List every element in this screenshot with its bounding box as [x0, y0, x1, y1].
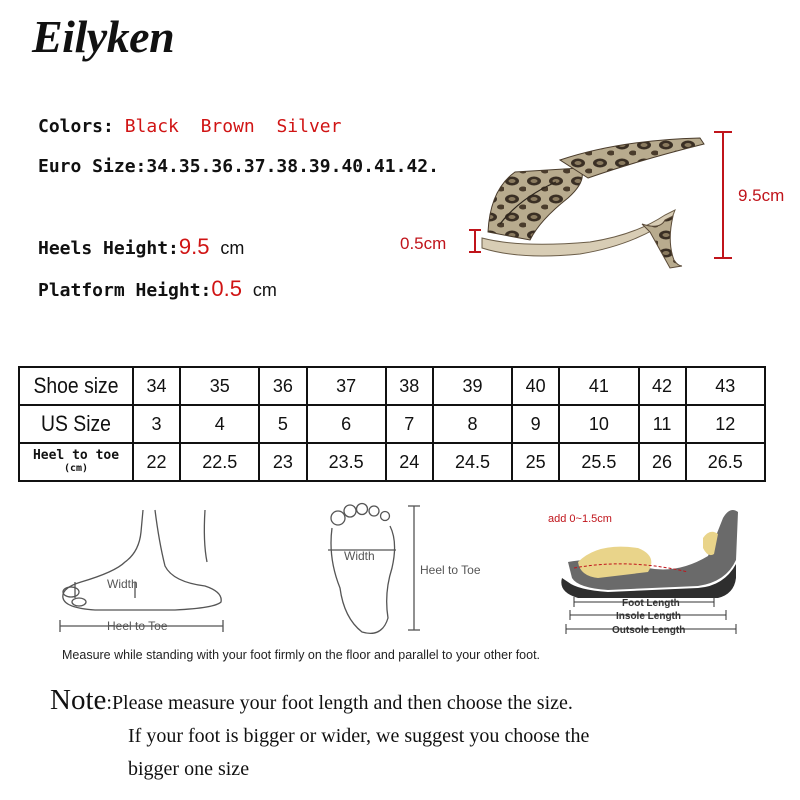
outsole-length-label: Outsole Length: [612, 625, 686, 636]
table-row: [19, 367, 765, 405]
color-option-black: Black: [124, 116, 179, 137]
table-cell: 40: [512, 367, 559, 405]
colors-line: [38, 116, 341, 137]
table-cell: 34: [133, 367, 180, 405]
heel-dimension-label: 9.5cm: [738, 186, 785, 205]
table-cell: 12: [686, 405, 765, 443]
table-cell: 22.5: [180, 443, 259, 481]
table-cell: 41: [559, 367, 638, 405]
table-cell: 36: [259, 367, 306, 405]
table-cell: 6: [307, 405, 386, 443]
table-cell: 7: [386, 405, 433, 443]
dimension-markers: [460, 120, 760, 290]
row-label-us-size: US Size: [26, 405, 126, 443]
foot-length-label: Foot Length: [622, 598, 680, 609]
table-cell: 37: [307, 367, 386, 405]
colors-label: Colors:: [38, 116, 114, 137]
note-line-3: bigger one size: [128, 758, 250, 780]
table-cell: 3: [133, 405, 180, 443]
table-cell: 42: [639, 367, 686, 405]
heel-height-value: 9.5: [178, 234, 210, 259]
platform-dimension-label: 0.5cm: [400, 234, 447, 253]
note-line-1: Please measure your foot length and then choose the size.: [111, 692, 573, 714]
add-allowance-label: add 0~1.5cm: [548, 513, 612, 525]
table-cell: 4: [180, 405, 259, 443]
table-cell: 11: [639, 405, 686, 443]
euro-size-label: Euro Size:: [38, 156, 147, 177]
brand-logo: Eilyken: [32, 11, 175, 62]
note-block: Note:Please measure your foot length and then choose the size. If your foot is bigger or wider, we suggest you choose the bigger one size: [50, 684, 589, 786]
table-cell: 22: [133, 443, 180, 481]
platform-height-label: Platform Height:: [38, 280, 212, 301]
row-label-heel-to-toe: [19, 443, 133, 481]
table-cell: 38: [386, 367, 433, 405]
insole-length-label: Insole Length: [616, 611, 681, 622]
foot-side-view-diagram: [55, 502, 230, 642]
side-heel-toe-label: Heel to Toe: [107, 619, 168, 633]
measure-caption: Measure while standing with your foot firmly on the floor and parallel to your other foot.: [62, 648, 541, 662]
table-cell: 24.5: [433, 443, 512, 481]
table-row: [19, 405, 765, 443]
color-option-silver: Silver: [276, 116, 342, 137]
heel-height-label: Heels Height:: [38, 238, 179, 259]
table-cell: 9: [512, 405, 559, 443]
color-option-brown: Brown: [200, 116, 255, 137]
row-label-shoe-size: Shoe size: [26, 367, 126, 405]
platform-height-value: 0.5: [211, 276, 242, 301]
table-cell: 43: [686, 367, 765, 405]
table-cell: 39: [433, 367, 512, 405]
note-line-2: If your foot is bigger or wider, we suggest you choose the: [128, 725, 590, 747]
table-cell: 8: [433, 405, 512, 443]
heel-height-line: [38, 234, 244, 260]
table-cell: 24: [386, 443, 433, 481]
table-cell: 23.5: [307, 443, 386, 481]
table-cell: 10: [559, 405, 638, 443]
heel-to-toe-unit: (cm): [63, 463, 89, 474]
sole-heel-toe-label: Heel to Toe: [420, 563, 481, 577]
size-chart-table: [18, 366, 766, 482]
table-cell: 25.5: [559, 443, 638, 481]
foot-sole-view-diagram: [318, 498, 518, 643]
table-cell: 25: [512, 443, 559, 481]
table-row: [19, 443, 765, 481]
heel-height-unit: cm: [220, 238, 245, 258]
side-width-label: Width: [107, 577, 138, 591]
shoe-cross-section-diagram: [538, 498, 753, 648]
platform-height-line: [38, 276, 277, 302]
euro-size-line: [38, 156, 439, 177]
table-cell: 26.5: [686, 443, 765, 481]
table-cell: 5: [259, 405, 306, 443]
sole-width-label: Width: [344, 549, 375, 563]
heel-to-toe-label: Heel to toe: [32, 448, 120, 463]
table-cell: 26: [639, 443, 686, 481]
table-cell: 23: [259, 443, 306, 481]
platform-height-unit: cm: [252, 280, 277, 300]
note-label: Note: [50, 684, 107, 716]
euro-size-values: 34.35.36.37.38.39.40.41.42.: [146, 156, 439, 177]
table-cell: 35: [180, 367, 259, 405]
